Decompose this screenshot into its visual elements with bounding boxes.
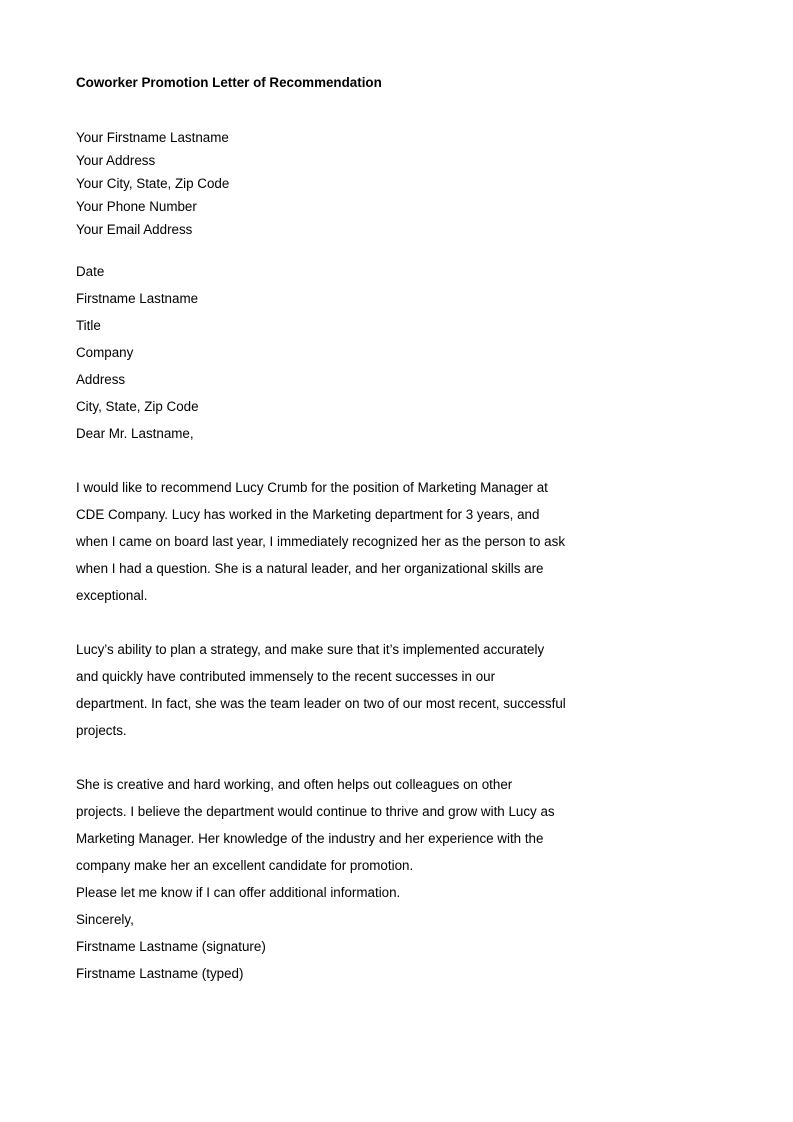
signature-line: Firstname Lastname (signature) [76,939,266,954]
paragraph-3-line: Marketing Manager. Her knowledge of the industry and her experience with the [76,831,544,846]
paragraph-1-line: exceptional. [76,588,148,603]
recipient-address: Address [76,372,126,387]
paragraph-2-line: department. In fact, she was the team leader on two of our most recent, successful [76,696,566,711]
recipient-name: Firstname Lastname [76,291,199,306]
document-title: Coworker Promotion Letter of Recommendation [76,75,382,90]
recipient-title: Title [76,318,101,333]
recipient-city-state-zip: City, State, Zip Code [76,399,199,414]
paragraph-1-line: CDE Company. Lucy has worked in the Marketing department for 3 years, and [76,507,540,522]
paragraph-3-line: projects. I believe the department would continue to thrive and grow with Lucy as [76,804,555,819]
letter-date: Date [76,264,105,279]
sender-phone: Your Phone Number [76,199,197,214]
sender-city-state-zip: Your City, State, Zip Code [76,176,230,191]
closing-line: Please let me know if I can offer additional information. [76,885,401,900]
paragraph-2-line: projects. [76,723,127,738]
sign-off: Sincerely, [76,912,134,927]
paragraph-1-line: when I came on board last year, I immediately recognized her as the person to ask [76,534,566,549]
paragraph-1-line: I would like to recommend Lucy Crumb for the position of Marketing Manager at [76,480,548,495]
sender-email: Your Email Address [76,222,193,237]
paragraph-2-line: and quickly have contributed immensely to the recent successes in our [76,669,496,684]
sender-address: Your Address [76,153,156,168]
paragraph-2-line: Lucy’s ability to plan a strategy, and make sure that it’s implemented accurately [76,642,545,657]
sender-name: Your Firstname Lastname [76,130,229,145]
recipient-company: Company [76,345,134,360]
paragraph-1-line: when I had a question. She is a natural leader, and her organizational skills are [76,561,544,576]
salutation: Dear Mr. Lastname, [76,426,194,441]
paragraph-3-line: She is creative and hard working, and often helps out colleagues on other [76,777,513,792]
paragraph-3-line: company make her an excellent candidate for promotion. [76,858,414,873]
typed-name: Firstname Lastname (typed) [76,966,244,981]
